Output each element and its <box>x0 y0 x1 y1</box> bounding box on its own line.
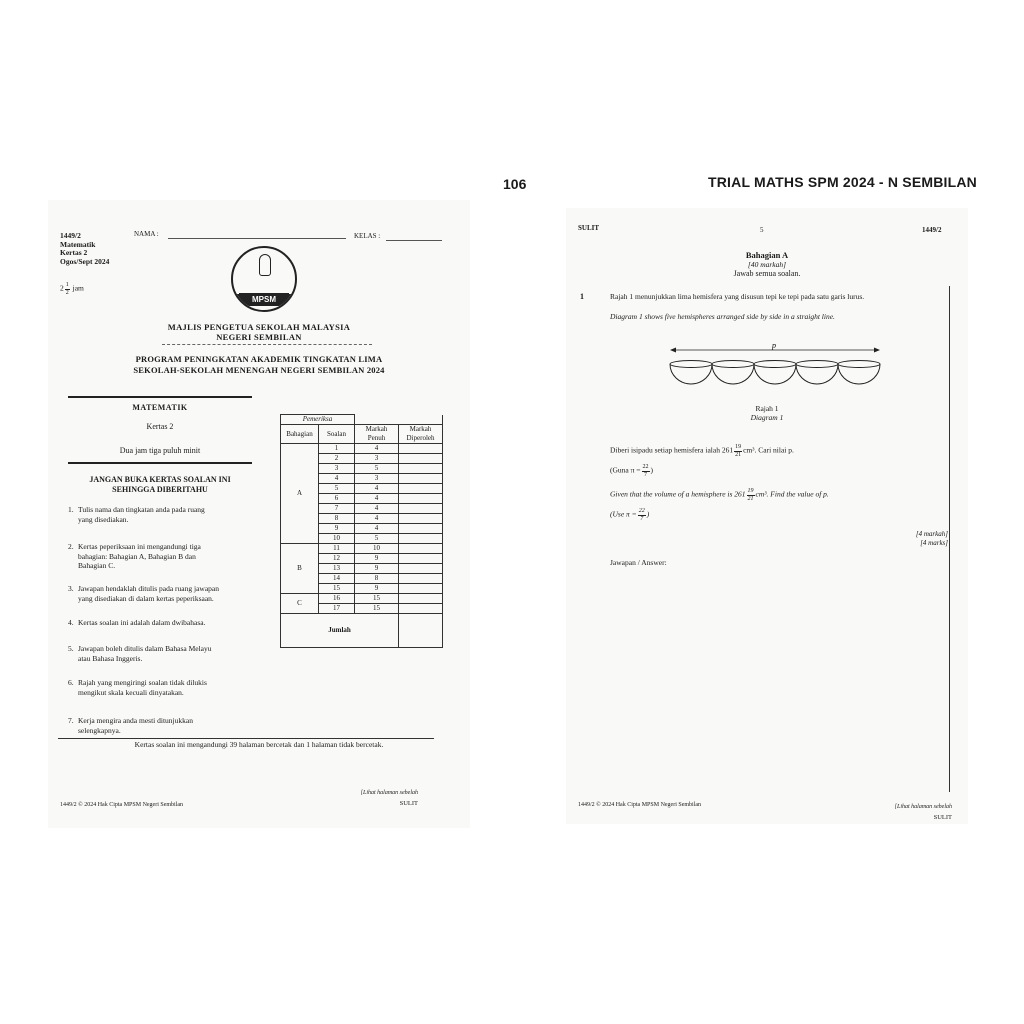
question-cell: 2 <box>319 454 355 464</box>
question-cell: 12 <box>319 554 355 564</box>
question-cell: 5 <box>319 484 355 494</box>
instruction-number: 6. <box>68 678 74 687</box>
paper-number: Kertas 2 <box>60 248 88 257</box>
instruction-item <box>68 584 268 603</box>
full-marks-cell: 4 <box>355 514 399 524</box>
question-page <box>566 208 968 824</box>
obtained-cell <box>399 604 443 614</box>
total-value <box>399 614 443 648</box>
paper-date: Ogos/Sept 2024 <box>60 256 110 266</box>
question-cell: 11 <box>319 544 355 554</box>
obtained-cell <box>399 534 443 544</box>
diagram-label-ms: Rajah 1 <box>755 404 779 413</box>
question-cell: 8 <box>319 514 355 524</box>
logo-emblem-icon <box>259 254 271 276</box>
question-cell: 13 <box>319 564 355 574</box>
full-marks-cell: 4 <box>355 444 399 454</box>
margin-line <box>949 286 950 792</box>
class-field-line <box>386 240 442 241</box>
question-cell: 7 <box>319 504 355 514</box>
obtained-cell <box>399 594 443 604</box>
full-marks-cell: 9 <box>355 584 399 594</box>
full-marks-cell: 3 <box>355 474 399 484</box>
full-marks-cell: 9 <box>355 564 399 574</box>
divider <box>68 462 252 464</box>
copyright: 1449/2 © 2024 Hak Cipta MPSM Negeri Sembilan <box>60 802 184 808</box>
divider <box>68 396 252 398</box>
instruction-item <box>68 542 268 571</box>
association-line-2: NEGERI SEMBILAN <box>216 332 302 342</box>
table-header-spacer <box>355 415 443 425</box>
instruction-text: Kerja mengira anda mesti ditunjukkan <box>78 716 193 725</box>
section-cell: C <box>281 594 319 614</box>
logo-ribbon <box>239 286 289 294</box>
instruction-text: Jawapan hendaklah ditulis pada ruang jawapan <box>78 584 219 593</box>
instruction-text: Tulis nama dan tingkatan anda pada ruang <box>78 505 205 514</box>
divider <box>162 344 372 345</box>
full-marks-cell: 5 <box>355 534 399 544</box>
question-cell: 4 <box>319 474 355 484</box>
obtained-cell <box>399 454 443 464</box>
sulit-label: SULIT <box>933 814 952 821</box>
hemisphere-rim <box>670 361 712 368</box>
answer-label: Jawapan / Answer: <box>610 558 667 567</box>
logo-text: MPSM <box>252 295 276 304</box>
association-line-1: MAJLIS PENGETUA SEKOLAH MALAYSIA <box>167 322 351 332</box>
marks-ms: [4 markah] <box>915 530 948 538</box>
table-row <box>281 444 443 454</box>
obtained-cell <box>399 564 443 574</box>
divider <box>58 738 434 739</box>
question-text-en: Diagram 1 shows five hemispheres arranged side by side in a straight line. <box>610 312 835 321</box>
diagram-variable-p: p <box>772 342 776 350</box>
instruction-item <box>68 678 268 697</box>
section-title: Bahagian A <box>745 250 789 260</box>
paper-code: 1449/2 <box>922 226 942 234</box>
total-row <box>281 614 443 648</box>
program-line-1: PROGRAM PENINGKATAN AKADEMIK TINGKATAN LIMA <box>135 354 383 364</box>
examiner-table <box>280 414 443 648</box>
full-marks-cell: 3 <box>355 454 399 464</box>
instruction-text: mengikut skala kecuali dinyatakan. <box>78 687 184 697</box>
instruction-text: selengkapnya. <box>78 725 121 735</box>
question-cell: 1 <box>319 444 355 454</box>
obtained-cell <box>399 544 443 554</box>
program-line-2: SEKOLAH-SEKOLAH MENENGAH NEGERI SEMBILAN 2024 <box>133 365 385 375</box>
instruction-text: Jawapan boleh ditulis dalam Bahasa Melayu <box>78 644 212 653</box>
instruction-text: yang disediakan. <box>78 514 129 524</box>
subject-title: MATEMATIK <box>132 403 188 412</box>
banner-page-number: 106 <box>503 176 527 192</box>
section-instruction: Jawab semua soalan. <box>733 269 801 278</box>
next-page-note: [Lihat halaman sebelah <box>894 804 952 810</box>
obtained-cell <box>399 514 443 524</box>
full-marks-cell: 4 <box>355 484 399 494</box>
instruction-text: Bahagian C. <box>78 561 116 570</box>
full-marks-cell: 4 <box>355 494 399 504</box>
examiner-header: Pemeriksa <box>281 415 355 425</box>
marks-en: [4 marks] <box>920 539 948 547</box>
table-header-row <box>281 425 443 444</box>
hemisphere <box>796 364 838 384</box>
col-section: Bahagian <box>281 425 319 444</box>
next-page-note: [Lihat halaman sebelah <box>360 790 418 796</box>
paper-subject: Matematik <box>60 239 96 249</box>
obtained-cell <box>399 554 443 564</box>
question-cell: 10 <box>319 534 355 544</box>
obtained-cell <box>399 474 443 484</box>
obtained-cell <box>399 584 443 594</box>
full-marks-cell: 5 <box>355 464 399 474</box>
total-label: Jumlah <box>281 614 399 648</box>
question-cell: 3 <box>319 464 355 474</box>
question-cell: 6 <box>319 494 355 504</box>
question-cell: 15 <box>319 584 355 594</box>
instruction-number: 4. <box>68 618 74 627</box>
paper-code: 1449/2 <box>60 231 81 240</box>
section-marks: [40 markah] <box>747 260 787 269</box>
duration-text: Dua jam tiga puluh minit <box>119 446 201 455</box>
instruction-number: 1. <box>68 505 74 514</box>
name-field-line <box>168 238 346 239</box>
paper-title: Kertas 2 <box>146 422 174 431</box>
hemispheres-diagram <box>668 342 882 394</box>
full-marks-cell: 4 <box>355 524 399 534</box>
question-cell: 9 <box>319 524 355 534</box>
cover-page <box>48 200 470 828</box>
full-marks-cell: 9 <box>355 554 399 564</box>
volume-text-ms: Diberi isipadu setiap hemisfera ialah 261 $\frac{19}{21}$ cm³. Cari nilai p. <box>610 444 794 458</box>
col-full-marks: Markah Penuh <box>355 425 399 444</box>
question-cell: 14 <box>319 574 355 584</box>
hemisphere-rim <box>838 361 880 368</box>
copyright: 1449/2 © 2024 Hak Cipta MPSM Negeri Sembilan <box>578 802 702 808</box>
instruction-number: 3. <box>68 584 74 593</box>
instruction-item <box>68 644 268 663</box>
instruction-number: 7. <box>68 716 74 725</box>
obtained-cell <box>399 484 443 494</box>
question-number: 1 <box>580 292 584 301</box>
instruction-text: atau Bahasa Inggeris. <box>78 653 143 663</box>
page-count-note: Kertas soalan ini mengandungi 39 halaman bercetak dan 1 halaman tidak bercetak. <box>134 740 384 749</box>
section-cell: B <box>281 544 319 594</box>
obtained-cell <box>399 494 443 504</box>
table-row <box>281 544 443 554</box>
col-question: Soalan <box>319 425 355 444</box>
obtained-cell <box>399 524 443 534</box>
full-marks-cell: 15 <box>355 594 399 604</box>
name-label: NAMA : <box>134 230 159 238</box>
instruction-number: 5. <box>68 644 74 653</box>
sulit-label: SULIT <box>399 800 418 807</box>
banner-title: TRIAL MATHS SPM 2024 - N SEMBILAN <box>708 174 977 190</box>
page-number: 5 <box>760 226 764 234</box>
diagram-label-en: Diagram 1 <box>750 413 784 422</box>
question-text-ms: Rajah 1 menunjukkan lima hemisfera yang disusun tepi ke tepi pada satu garis lurus. <box>610 292 865 301</box>
hemisphere <box>838 364 880 384</box>
col-obtained: Markah Diperoleh <box>399 425 443 444</box>
hemisphere <box>754 364 796 384</box>
obtained-cell <box>399 444 443 454</box>
instruction-item <box>68 505 268 524</box>
paper-duration: 2 $\frac{1}{2}$ jam <box>60 282 84 296</box>
full-marks-cell: 8 <box>355 574 399 584</box>
full-marks-cell: 4 <box>355 504 399 514</box>
instruction-text: Kertas peperiksaan ini mengandungi tiga <box>78 542 201 551</box>
instruction-text: yang disediakan di dalam kertas peperiksaan. <box>78 593 214 603</box>
section-cell: A <box>281 444 319 544</box>
hemisphere-rim <box>712 361 754 368</box>
question-cell: 16 <box>319 594 355 604</box>
hemisphere <box>712 364 754 384</box>
table-header-row <box>281 415 443 425</box>
mpsm-logo <box>231 246 297 312</box>
warning-line-1: JANGAN BUKA KERTAS SOALAN INI <box>89 475 231 484</box>
hemisphere <box>670 364 712 384</box>
sulit-label: SULIT <box>578 224 600 232</box>
instruction-text: Rajah yang mengiringi soalan tidak dilukis <box>78 678 207 687</box>
question-cell: 17 <box>319 604 355 614</box>
instruction-number: 2. <box>68 542 74 551</box>
hemisphere-rim <box>754 361 796 368</box>
use-pi-ms: (Guna π = $\frac{22}{7}$ ) <box>610 464 654 478</box>
obtained-cell <box>399 464 443 474</box>
hemisphere-rim <box>796 361 838 368</box>
obtained-cell <box>399 574 443 584</box>
hemispheres <box>670 361 880 384</box>
class-label: KELAS : <box>354 232 381 240</box>
instruction-text: bahagian: Bahagian A, Bahagian B dan <box>78 551 196 561</box>
volume-text-en: Given that the volume of a hemisphere is 261 $\frac{19}{21}$ cm³. Find the value of p. <box>610 488 829 502</box>
instruction-item <box>68 716 268 735</box>
full-marks-cell: 10 <box>355 544 399 554</box>
full-marks-cell: 15 <box>355 604 399 614</box>
instruction-item <box>68 618 268 628</box>
instruction-text: Kertas soalan ini adalah dalam dwibahasa. <box>78 618 206 627</box>
use-pi-en: (Use π = $\frac{22}{7}$ ) <box>610 508 650 522</box>
table-row <box>281 594 443 604</box>
warning-line-2: SEHINGGA DIBERITAHU <box>112 485 208 494</box>
obtained-cell <box>399 504 443 514</box>
paper-meta <box>60 232 109 266</box>
